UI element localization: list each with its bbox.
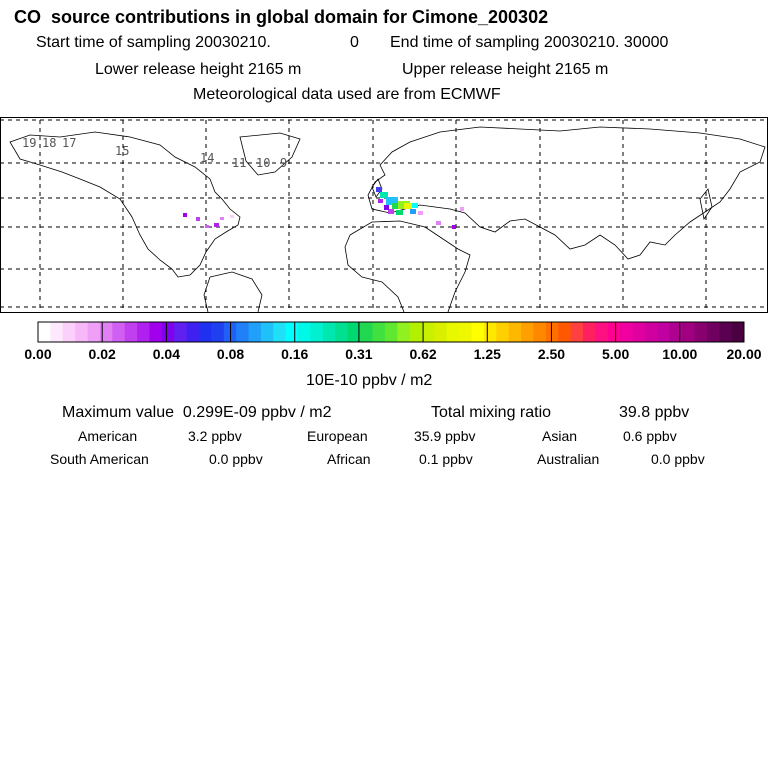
colorbar-swatch [410, 322, 423, 342]
region-name: American [78, 428, 138, 444]
colorbar-swatch [112, 322, 125, 342]
meteo-label: Meteorological data used are from ECMWF [193, 86, 501, 103]
colorbar-swatch [732, 322, 745, 342]
colorbar-swatch [261, 322, 274, 342]
colorbar-swatch [459, 322, 472, 342]
colorbar-swatch [236, 322, 249, 342]
colorbar-swatch [149, 322, 162, 342]
colorbar-swatch [472, 322, 485, 342]
colorbar-swatch [38, 322, 51, 342]
colorbar-tick-label: 0.04 [152, 346, 180, 362]
colorbar-swatch [682, 322, 695, 342]
total-mixing-label: Total mixing ratio [431, 404, 552, 421]
colorbar-swatch [422, 322, 435, 342]
colorbar-swatch [125, 322, 138, 342]
colorbar-swatch [187, 322, 200, 342]
grid-label: 14 [200, 151, 215, 165]
colorbar-swatch [372, 322, 385, 342]
region-value: 35.9 ppbv [414, 428, 476, 444]
colorbar-swatch [533, 322, 546, 342]
lower-release-label: Lower release height 2165 m [95, 61, 302, 78]
colorbar-swatch [484, 322, 497, 342]
colorbar-tick-label: 0.08 [216, 346, 245, 362]
colorbar-tick-label: 0.16 [281, 346, 309, 362]
colorbar-tick-label: 5.00 [602, 346, 630, 362]
colorbar-swatch [571, 322, 584, 342]
start-time-label: Start time of sampling 20030210. [36, 34, 271, 51]
colorbar-tick-label: 0.62 [409, 346, 437, 362]
colorbar-swatch [397, 322, 410, 342]
colorbar-swatch [633, 322, 646, 342]
colorbar-swatch [137, 322, 150, 342]
region-value: 3.2 ppbv [188, 428, 242, 444]
grid-label: 17 [62, 136, 77, 150]
colorbar-swatch [75, 322, 88, 342]
colorbar-swatch [657, 322, 670, 342]
colorbar-tick-label: 1.25 [473, 346, 501, 362]
colorbar-tick-label: 0.31 [345, 346, 373, 362]
colorbar-swatch [447, 322, 460, 342]
grid-label: 11 [232, 156, 247, 170]
colorbar-swatch [323, 322, 336, 342]
end-time-label: End time of sampling 20030210. 30000 [390, 34, 669, 51]
colorbar-swatch [286, 322, 299, 342]
colorbar-tick-label: 2.50 [537, 346, 566, 362]
total-mixing-value: 39.8 ppbv [619, 404, 690, 421]
colorbar-swatch [88, 322, 101, 342]
colorbar-swatch [707, 322, 720, 342]
grid-label: 18 [42, 136, 57, 150]
colorbar-swatch [694, 322, 707, 342]
colorbar-swatch [583, 322, 596, 342]
grid-label: 9 [280, 156, 288, 170]
colorbar-swatch [335, 322, 348, 342]
colorbar-swatch [521, 322, 534, 342]
region-name: Australian [537, 451, 600, 467]
colorbar-tick-label: 0.02 [88, 346, 116, 362]
start-time-hour: 0 [350, 34, 359, 51]
region-name: European [307, 428, 368, 444]
colorbar-swatch [595, 322, 608, 342]
max-value: Maximum value 0.299E-09 ppbv / m2 [62, 404, 332, 421]
colorbar-swatch [199, 322, 212, 342]
colorbar-swatch [620, 322, 633, 342]
colorbar-swatch [360, 322, 373, 342]
region-value: 0.0 ppbv [651, 451, 705, 467]
colorbar-units: 10E-10 ppbv / m2 [306, 372, 433, 389]
colorbar-tick-label: 10.00 [662, 346, 698, 362]
region-value: 0.0 ppbv [209, 451, 263, 467]
colorbar-swatch [310, 322, 323, 342]
colorbar-swatch [434, 322, 447, 342]
colorbar-swatch [273, 322, 286, 342]
colorbar-swatch [50, 322, 63, 342]
colorbar-tick-label: 20.00 [726, 346, 762, 362]
colorbar-swatch [719, 322, 732, 342]
region-name: African [327, 451, 371, 467]
colorbar-tick-label: 0.00 [24, 346, 52, 362]
colorbar-swatch [546, 322, 559, 342]
upper-release-label: Upper release height 2165 m [402, 61, 609, 78]
colorbar-swatch [670, 322, 683, 342]
colorbar-swatch [211, 322, 224, 342]
colorbar-swatch [509, 322, 522, 342]
colorbar-swatch [558, 322, 571, 342]
region-value: 0.6 ppbv [623, 428, 677, 444]
colorbar-swatch [174, 322, 187, 342]
colorbar-swatch [608, 322, 621, 342]
grid-label: 15 [115, 144, 130, 158]
colorbar-swatch [385, 322, 398, 342]
grid-label: 19 [22, 136, 37, 150]
page-title: CO source contributions in global domain for Cimone_200302 [14, 7, 549, 27]
colorbar-swatch [496, 322, 509, 342]
colorbar-swatch [249, 322, 262, 342]
world-map [0, 117, 768, 313]
colorbar-swatch [298, 322, 311, 342]
colorbar-swatch [63, 322, 76, 342]
grid-label: 10 [256, 156, 271, 170]
colorbar-swatch [645, 322, 658, 342]
colorbar-swatch [162, 322, 175, 342]
region-value: 0.1 ppbv [419, 451, 473, 467]
region-name: Asian [542, 428, 578, 444]
colorbar [37, 321, 747, 343]
region-name: South American [50, 451, 149, 467]
